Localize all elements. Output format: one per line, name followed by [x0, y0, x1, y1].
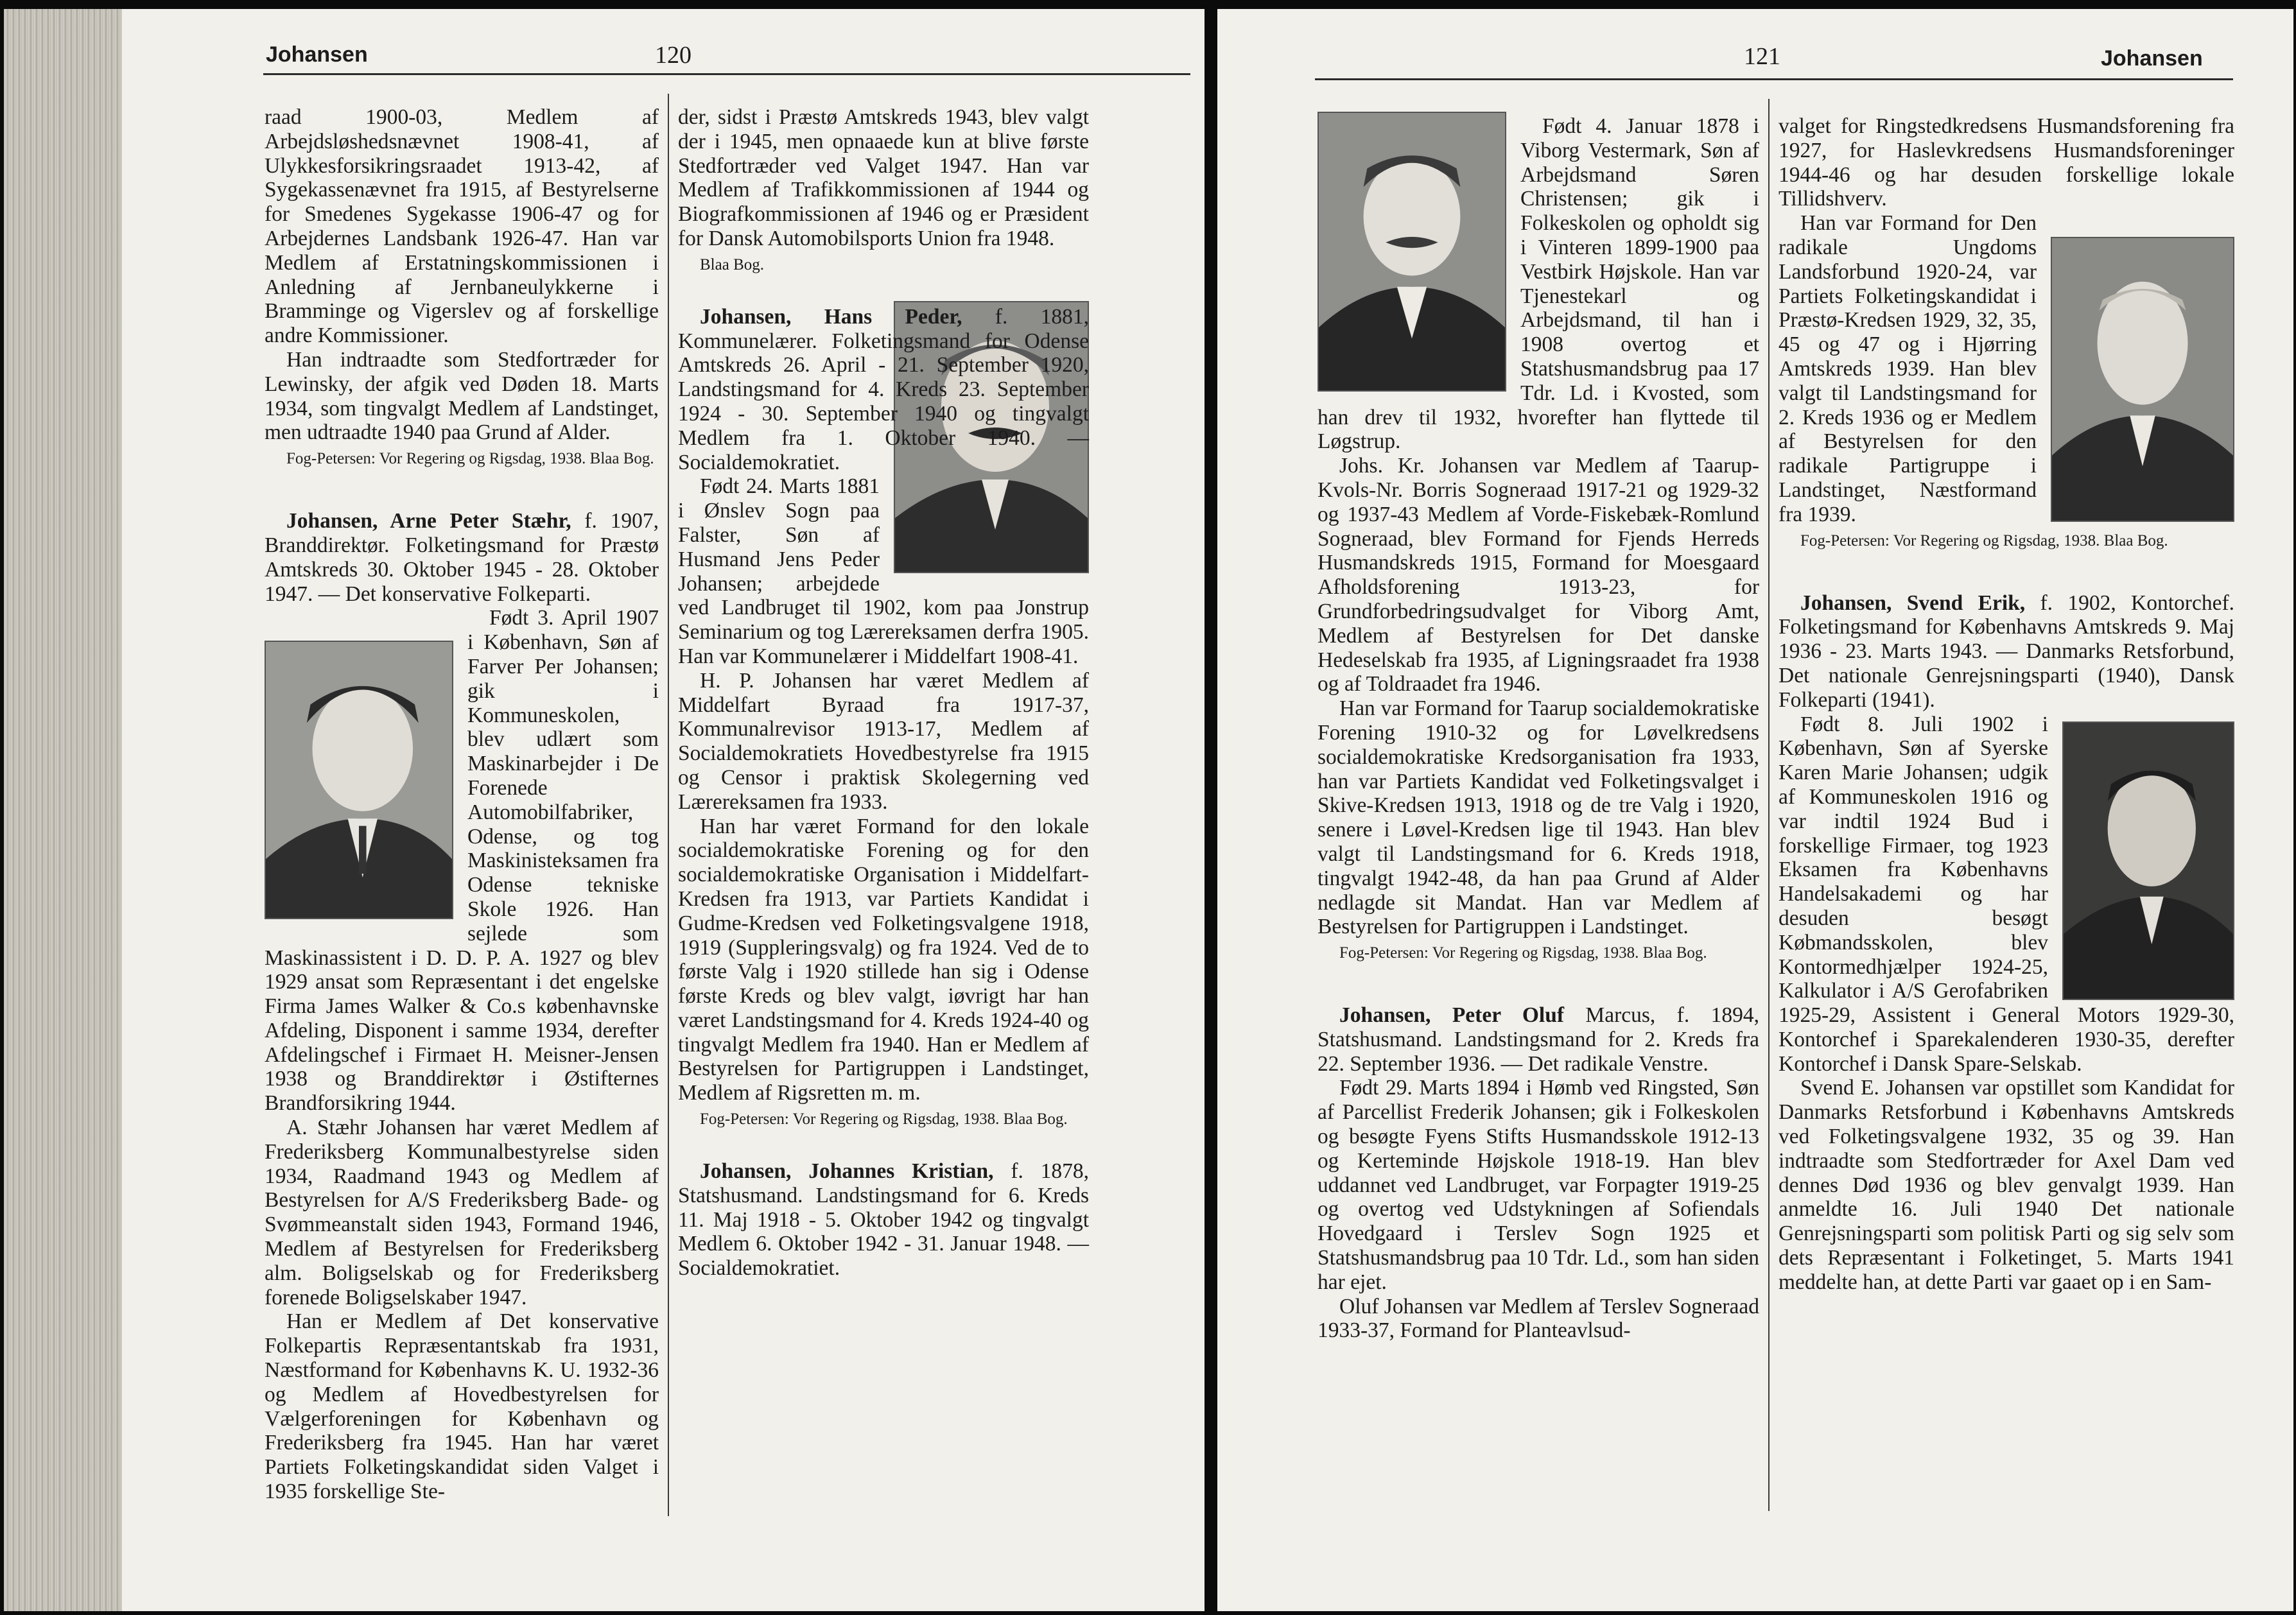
paragraph: Han er Medlem af Det konservative Folkepartis Repræsentantskab fra 1931, Næstformand for Københavns K. U. 1932-36 og Medlem af Hovedbestyrelsen for Vælgerforeningen for København og Frederiksberg fra 1945. Han har været Partiets Folketingskandidat siden Valget i 1935 forskellige Ste-: [265, 1309, 659, 1504]
paragraph-text: Født 24. Marts 1881 i Ønslev Sogn paa Falster, Søn af Husmand Jens Peder Johansen; arbejdede ved Landbruget til 1902, kom paa Jonstrup Seminarium og tog Lærereksamen derfra 1905. Han var Kommunelærer i Middelfart 1908-41.: [678, 474, 1089, 668]
right-page-number: 121: [1744, 43, 1780, 70]
entry-arne: [265, 509, 659, 606]
paragraph-text: Født 8. Juli 1902 i København, Søn af Syerske Karen Marie Johansen; udgik af Kommuneskolen 1916 og var indtil 1924 Bud i forskellige Firmaer, tog 1923 Eksamen fra Københavns Handelsakademi og har desuden besøgt Købmandsskolen, blev Kontormedhjælper 1924-25, Kalkulator i A/S Gerofabriken 1925-29, Assistent i General Motors 1929-30, Kontorchef i Sparekalenderen 1930-35, derefter Kontorchef i Dansk Spare-Selskab.: [1779, 712, 2234, 1076]
paragraph: [1318, 114, 1759, 454]
paragraph: [1779, 712, 2234, 1076]
entry-svend: [1779, 591, 2234, 712]
entry-name: Johansen, Johannes Kristian,: [700, 1159, 994, 1184]
paragraph: Johs. Kr. Johansen var Medlem af Taarup-Kvols-Nr. Borris Sogneraad 1917-21 og 1929-32 og 1937-43 Medlem af Vorde-Fiskebæk-Romlund Sogneraad, blev Formand for Fjends Herreds Husmandskreds 1915, Formand for Moesgaard Afholdsforening 1913-23, for Grundforbedringsudvalget for Viborg Amt, Medlem af Bestyrelsen for Det danske Hedeselskab fra 1935, af Ligningsraadet fra 1938 og af Toldraadet fra 1946.: [1318, 454, 1759, 696]
paragraph: A. Stæhr Johansen har været Medlem af Frederiksberg Kommunalbestyrelse siden 1934, Raadmand 1943 og Medlem af Bestyrelsen for A/S Frederiksberg Bade- og Svømmeanstalt siden 1943, Formand 1946, Medlem af Bestyrelsen for Frederiksberg alm. Boligselskab og for Frederiksberg forenede Boligselskaber 1947.: [265, 1116, 659, 1309]
left-column-1: [265, 105, 659, 1504]
source-note: Fog-Petersen: Vor Regering og Rigsdag, 1938. Blaa Bog.: [286, 450, 654, 468]
right-header-name: Johansen: [2101, 46, 2203, 71]
paragraph: Født 29. Marts 1894 i Hømb ved Ringsted, Søn af Parcellist Frederik Johansen; gik i Folkeskolen og besøgte Fyens Stifts Husmandsskole 1912-13 og Kerteminde Højskole 1918-19. Han blev uddannet ved Landbruget, var Forpagter 1919-25 og overtog ved Udstykningen af Sofiendals Hovedgaard i Terslev Sogn 1925 et Statshusmandsbrug paa 10 Tdr. Ld., som han siden har ejet.: [1318, 1076, 1759, 1294]
entry-johannes: [678, 1159, 1089, 1281]
spacer: [1779, 551, 2234, 591]
paragraph: Han indtraadte som Stedfortræder for Lewinsky, der afgik ved Døden 18. Marts 1934, som tingvalgt Medlem af Landstinget, men udtraadte 1940 paa Grund af Alder.: [265, 347, 659, 445]
left-page: [122, 9, 1205, 1611]
entry-summary: f. 1878, Statshusmand. Landstingsmand for 6. Kreds 11. Maj 1918 - 5. Oktober 1942 og tingvalgt Medlem 6. Oktober 1942 - 31. Januar 1948. — Socialdemokratiet.: [678, 1159, 1089, 1281]
portrait-photo-johannes: [1318, 112, 1506, 392]
source-note: Fog-Petersen: Vor Regering og Rigsdag, 1938. Blaa Bog.: [1339, 944, 1707, 962]
paragraph: Svend E. Johansen var opstillet som Kandidat for Danmarks Retsforbund i Københavns Amtskreds ved Folketingsvalgene 1932, 35 og 39. Han indtraadte som Stedfortræder for Axel Dam ved dennes Død 1936 og blev genvalgt 1939. Han anmeldte 16. Juli 1940 Det nationale Genrejsningsparti som politisk Parti og sig selv som dets Repræsentant i Folketinget, 5. Marts 1941 meddelte han, at dette Parti var gaaet op i en Sam-: [1779, 1076, 2234, 1294]
right-page: [1217, 9, 2293, 1611]
entry-hans: [678, 305, 1089, 475]
paragraph: Han var Formand for Taarup socialdemokratiske Forening 1910-32 og for Løvelkredsens socialdemokratiske Kredsorganisation fra 1933, han var Partiets Kandidat ved Folketingsvalget i Skive-Kredsen 1913, 1918 og de tre Valg i 1920, senere i Løvel-Kredsen lige til 1943. Han blev valgt til Landstingsmand for 6. Kreds 1918, tingvalgt 1942-48, da han paa Grund af Alder nedlagde sit Mandat. Han var Medlem af Bestyrelsen for Partigruppen i Landstinget.: [1318, 696, 1759, 939]
paragraph: [678, 474, 1089, 668]
entry-name: Johansen, Svend Erik,: [1800, 591, 2026, 615]
paragraph: valget for Ringstedkredsens Husmandsforening fra 1927, for Haslevkredsens Husmandsforeninger 1944-46 og har desuden forskellige lokale Tillidshverv.: [1779, 114, 2234, 211]
spacer: [1318, 963, 1759, 1003]
portrait-photo-peter: [2051, 237, 2234, 522]
entry-name: Johansen, Arne Peter Stæhr,: [286, 509, 571, 533]
spacer: [678, 1130, 1089, 1159]
left-page-number: 120: [655, 42, 691, 69]
paragraph: der, sidst i Præstø Amtskreds 1943, blev valgt der i 1945, men opnaaede kun at blive første Stedfortræder ved Valget 1947. Han var Medlem af Trafikkommissionen af 1944 og Biografkommissionen af 1946 og er Præsident for Dansk Automobilsports Union fra 1948.: [678, 105, 1089, 250]
entry-name: Johansen, Peter Oluf: [1339, 1003, 1565, 1028]
paragraph: [1779, 211, 2234, 526]
left-column-divider: [668, 94, 669, 1516]
entry-peter: [1318, 1003, 1759, 1076]
paragraph: raad 1900-03, Medlem af Arbejdsløshedsnævnet 1908-41, af Ulykkesforsikringsraadet 1913-42, af Sygekassenævnet fra 1915, af Bestyrelserne for Smedenes Sygekasse 1906-47 og for Arbejdernes Landsbank 1926-47. Han var Medlem af Erstatningskommissionen i Anledning af Jernbaneulykkerne i Bramminge og Vigerslev og af forskellige andre Kommissioner.: [265, 105, 659, 348]
paragraph: Født 3. April 1907 i København, Søn af Farver Per Johansen; gik i Kommuneskolen, blev udlært som Maskinarbejder i De Forenede Automobilfabriker, Odense, og tog Maskinisteksamen fra Odense tekniske Skole 1926. Han sejlede som Maskinassistent i D. D. P. A. 1927 og blev 1929 ansat som Repræsentant i det engelske Firma James Walker & Co.s københavnske Afdeling, Disponent i samme 1934, derefter Afdelingschef i Firmaet H. Meisner-Jensen 1938 og Branddirektør i Østifternes Brandforsikring 1944.: [265, 606, 659, 1116]
entry-summary: Marcus, f. 1894, Statshusmand. Landstingsmand for 2. Kreds fra 22. September 1936. — Det radikale Venstre.: [1318, 1003, 1759, 1076]
source-note: Blaa Bog.: [700, 255, 764, 273]
spacer: [678, 275, 1089, 305]
source-note: Fog-Petersen: Vor Regering og Rigsdag, 1938. Blaa Bog.: [1800, 531, 2168, 549]
entry-name: Johansen, Hans Peder,: [700, 304, 962, 329]
left-column-2: [678, 105, 1089, 1281]
left-header-rule: [263, 73, 1190, 75]
paragraph-text: Født 4. Januar 1878 i Viborg Vestermark, Søn af Arbejdsmand Søren Christensen; gik i Folkeskolen og opholdt sig i Vinteren 1899-1900 paa Vestbirk Højskole. Han var Tjenestekarl og Arbejdsmand, til han i 1908 overtog et Statshusmandsbrug paa 17 Tdr. Ld. i Kvosted, som han drev til 1932, hvorefter han flyttede til Løgstrup.: [1318, 114, 1759, 454]
entry-summary: f. 1881, Kommunelærer. Folketingsmand for Odense Amtskreds 26. April - 21. September 1920, Landstingsmand for 4. Kreds 23. September 1924 - 30. September 1940 og tingvalgt Medlem fra 1. Oktober 1940. — Socialdemokratiet.: [678, 304, 1089, 474]
paragraph-text: Han var Formand for Den radikale Ungdoms Landsforbund 1920-24, var Partiets Folketingskandidat i Præstø-Kredsen 1929, 32, 35, 45 og 47 og i Hjørring Amtskreds 1939. Han blev valgt til Landstingsmand for 2. Kreds 1936 og er Medlem af Bestyrelsen for den radikale Partigruppe i Landstinget, Næstformand fra 1939.: [1779, 211, 2037, 526]
page-edge-stack: [4, 9, 126, 1611]
paragraph: Han har været Formand for den lokale socialdemokratiske Forening og for den socialdemokratiske Organisation i Middelfart-Kredsen fra 1913, var Partiets Kandidat i Gudme-Kredsen ved Folketingsvalgene 1918, 1919 (Suppleringsvalg) og fra 1924. Ved de to første Valg i 1920 stillede han sig i Odense første Kreds og blev valgt, iøvrigt har han været Landstingsmand for 4. Kreds 1924-40 og tingvalgt Medlem fra 1940. Han er Medlem af Bestyrelsen for Partigruppen i Landstinget, Medlem af Rigsretten m. m.: [678, 814, 1089, 1105]
source-note: Fog-Petersen: Vor Regering og Rigsdag, 1938. Blaa Bog.: [700, 1110, 1068, 1128]
portrait-photo-svend: [2062, 721, 2234, 1000]
right-column-2: [1779, 114, 2234, 1295]
entry-summary: f. 1902, Kontorchef. Folketingsmand for Københavns Amtskreds 9. Maj 1936 - 23. Marts 1943. — Danmarks Retsforbund, Det nationale Genrejsningsparti (1940), Dansk Folkeparti (1941).: [1779, 591, 2234, 712]
right-column-divider: [1768, 99, 1770, 1511]
paragraph: Oluf Johansen var Medlem af Terslev Sogneraad 1933-37, Formand for Planteavlsud-: [1318, 1294, 1759, 1343]
paragraph: H. P. Johansen har været Medlem af Middelfart Byraad fra 1917-37, Kommunalrevisor 1913-17, Medlem af Socialdemokratiets Hovedbestyrelse fra 1915 og Censor i praktisk Skolegerning ved Lærereksamen fra 1933.: [678, 668, 1089, 814]
left-header-name: Johansen: [266, 42, 368, 67]
portrait-photo-arne: [265, 641, 453, 919]
spacer: [265, 469, 659, 509]
entry-summary: f. 1907, Branddirektør. Folketingsmand for Præstø Amtskreds 30. Oktober 1945 - 28. Oktober 1947. — Det konservative Folkeparti.: [265, 509, 659, 606]
right-column-1: [1318, 114, 1759, 1343]
right-header-rule: [1315, 78, 2233, 80]
